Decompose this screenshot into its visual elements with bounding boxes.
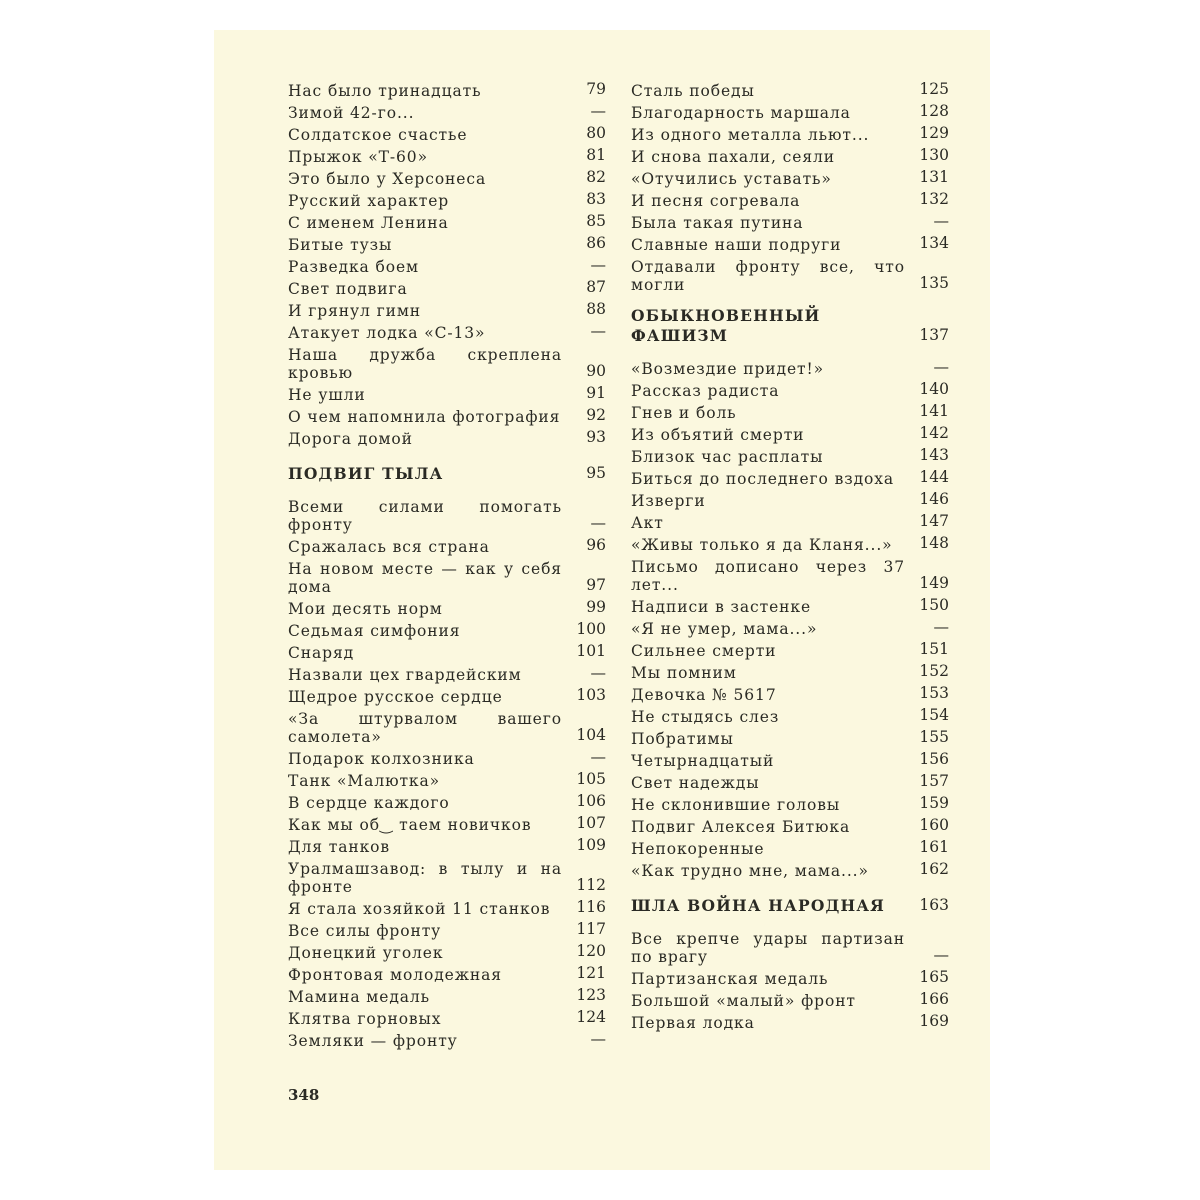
entry-title: «За штурвалом вашего самолета» bbox=[288, 710, 562, 746]
toc-entry bbox=[288, 918, 606, 940]
entry-title: Клятва горновых bbox=[288, 1010, 442, 1028]
entry-title: Свет подвига bbox=[288, 280, 408, 298]
entry-title: Фронтовая молодежная bbox=[288, 966, 502, 984]
page-ref: — bbox=[590, 102, 606, 120]
page-ref: 124 bbox=[576, 1008, 606, 1026]
page-ref: 95 bbox=[586, 464, 606, 482]
entry-title: Прыжок «Т-60» bbox=[288, 148, 428, 166]
page-ref: 151 bbox=[919, 640, 949, 658]
toc-entry bbox=[288, 790, 606, 812]
toc-entry bbox=[288, 896, 606, 918]
page-ref: 140 bbox=[919, 380, 949, 398]
toc-entry bbox=[631, 770, 949, 792]
toc-entry bbox=[631, 444, 949, 466]
toc-entry bbox=[288, 188, 606, 210]
toc-entry bbox=[631, 78, 949, 100]
toc-entry bbox=[631, 232, 949, 254]
page-ref: 90 bbox=[586, 362, 606, 380]
toc-entry bbox=[631, 122, 949, 144]
page-ref: 163 bbox=[919, 896, 949, 914]
toc-entry bbox=[288, 984, 606, 1006]
page-ref: — bbox=[933, 946, 949, 964]
toc-entry bbox=[631, 254, 949, 294]
entry-title: Назвали цех гвардейским bbox=[288, 666, 522, 684]
entry-title: На новом месте — как у себя дома bbox=[288, 560, 562, 596]
toc-entry bbox=[288, 342, 606, 382]
page-number: 348 bbox=[288, 1086, 320, 1104]
entry-title: Не ушли bbox=[288, 386, 366, 404]
page-ref: — bbox=[590, 514, 606, 532]
entry-title: Солдатское счастье bbox=[288, 126, 468, 144]
page-ref: 150 bbox=[919, 596, 949, 614]
entry-title: Разведка боем bbox=[288, 258, 420, 276]
toc-entry bbox=[288, 618, 606, 640]
toc-entry bbox=[288, 596, 606, 618]
toc-entry bbox=[288, 962, 606, 984]
entry-title: Зимой 42-го... bbox=[288, 104, 415, 122]
entry-title: Для танков bbox=[288, 838, 391, 856]
toc-entry bbox=[631, 836, 949, 858]
entry-title: Это было у Херсонеса bbox=[288, 170, 487, 188]
toc-entry bbox=[288, 144, 606, 166]
page-ref: 160 bbox=[919, 816, 949, 834]
page-ref: 79 bbox=[586, 80, 606, 98]
toc-entry bbox=[288, 856, 606, 896]
page-ref: — bbox=[933, 212, 949, 230]
entry-title: Из одного металла льют... bbox=[631, 126, 870, 144]
page-ref: 109 bbox=[576, 836, 606, 854]
toc-entry bbox=[631, 144, 949, 166]
toc-entry bbox=[631, 554, 949, 594]
page-ref: 162 bbox=[919, 860, 949, 878]
toc-entry bbox=[631, 638, 949, 660]
entry-title: «Возмездие придет!» bbox=[631, 360, 825, 378]
toc-entry bbox=[288, 534, 606, 556]
entry-title: «Я не умер, мама...» bbox=[631, 620, 818, 638]
entry-title: С именем Ленина bbox=[288, 214, 449, 232]
entry-title: Рассказ радиста bbox=[631, 382, 780, 400]
toc-entry bbox=[288, 276, 606, 298]
toc-entry bbox=[288, 320, 606, 342]
page-ref: — bbox=[590, 1030, 606, 1048]
page-ref: 149 bbox=[919, 574, 949, 592]
book-page bbox=[214, 30, 990, 1170]
toc-entry bbox=[631, 532, 949, 554]
entry-title: Нас было тринадцать bbox=[288, 82, 482, 100]
toc-entry bbox=[631, 466, 949, 488]
entry-title: Атакует лодка «С-13» bbox=[288, 324, 486, 342]
page-ref: 135 bbox=[919, 274, 949, 292]
toc-entry bbox=[288, 1028, 606, 1050]
entry-title: Мои десять норм bbox=[288, 600, 443, 618]
toc-entry bbox=[631, 726, 949, 748]
page-ref: — bbox=[590, 322, 606, 340]
toc-entry bbox=[288, 100, 606, 122]
toc-entry bbox=[288, 706, 606, 746]
toc-entry bbox=[631, 858, 949, 880]
toc-entry bbox=[631, 422, 949, 444]
page-ref: 148 bbox=[919, 534, 949, 552]
toc-entry bbox=[631, 966, 949, 988]
page-ref: 101 bbox=[576, 642, 606, 660]
page-ref: 97 bbox=[586, 576, 606, 594]
page-ref: 125 bbox=[919, 80, 949, 98]
toc-section-heading bbox=[288, 448, 606, 494]
toc-entry bbox=[631, 748, 949, 770]
page-ref: 155 bbox=[919, 728, 949, 746]
page-ref: 134 bbox=[919, 234, 949, 252]
toc-entry bbox=[288, 404, 606, 426]
entry-title: Мы помним bbox=[631, 664, 737, 682]
entry-title: Всеми силами помогать фронту bbox=[288, 498, 562, 534]
page-ref: 130 bbox=[919, 146, 949, 164]
page-ref: 105 bbox=[576, 770, 606, 788]
entry-title: Благодарность маршала bbox=[631, 104, 851, 122]
entry-title: Побратимы bbox=[631, 730, 734, 748]
page-ref: 106 bbox=[576, 792, 606, 810]
entry-title: Сталь победы bbox=[631, 82, 755, 100]
entry-title: Танк «Малютка» bbox=[288, 772, 441, 790]
toc-entry bbox=[631, 188, 949, 210]
page-ref: 128 bbox=[919, 102, 949, 120]
toc-left-column bbox=[288, 78, 606, 1050]
toc-entry bbox=[288, 210, 606, 232]
entry-title: Биться до последнего вздоха bbox=[631, 470, 895, 488]
entry-title: Акт bbox=[631, 514, 664, 532]
entry-title: И грянул гимн bbox=[288, 302, 422, 320]
toc-entry bbox=[288, 556, 606, 596]
page-ref: 165 bbox=[919, 968, 949, 986]
entry-title: Дорога домой bbox=[288, 430, 413, 448]
entry-title: В сердце каждого bbox=[288, 794, 450, 812]
page-ref: 169 bbox=[919, 1012, 949, 1030]
toc-entry bbox=[631, 100, 949, 122]
toc-entry bbox=[288, 232, 606, 254]
entry-title: Сражалась вся страна bbox=[288, 538, 490, 556]
toc-entry bbox=[631, 510, 949, 532]
entry-title: Подвиг Алексея Битюка bbox=[631, 818, 851, 836]
entry-title: Надписи в застенке bbox=[631, 598, 812, 616]
entry-title: Письмо дописано через 37 лет... bbox=[631, 558, 905, 594]
entry-title: Земляки — фронту bbox=[288, 1032, 458, 1050]
page-ref: 93 bbox=[586, 428, 606, 446]
toc-entry bbox=[288, 834, 606, 856]
page-ref: 80 bbox=[586, 124, 606, 142]
toc-entry bbox=[631, 814, 949, 836]
toc-entry bbox=[631, 166, 949, 188]
toc-entry bbox=[288, 662, 606, 684]
page-ref: 117 bbox=[576, 920, 606, 938]
page-ref: 92 bbox=[586, 406, 606, 424]
page-ref: — bbox=[590, 748, 606, 766]
entry-title: Девочка № 5617 bbox=[631, 686, 777, 704]
page-ref: 131 bbox=[919, 168, 949, 186]
page-ref: — bbox=[590, 664, 606, 682]
toc-entry bbox=[288, 1006, 606, 1028]
page-ref: 132 bbox=[919, 190, 949, 208]
toc-right-column bbox=[631, 78, 949, 1032]
entry-title: Первая лодка bbox=[631, 1014, 755, 1032]
toc-entry bbox=[288, 812, 606, 834]
entry-title: Большой «малый» фронт bbox=[631, 992, 856, 1010]
page-ref: 123 bbox=[576, 986, 606, 1004]
page-ref: 85 bbox=[586, 212, 606, 230]
page-ref: 129 bbox=[919, 124, 949, 142]
page-ref: 107 bbox=[576, 814, 606, 832]
toc-entry bbox=[631, 704, 949, 726]
toc-section-heading bbox=[631, 880, 949, 926]
toc-entry bbox=[288, 254, 606, 276]
entry-title: И песня согревала bbox=[631, 192, 801, 210]
page-ref: 161 bbox=[919, 838, 949, 856]
toc-entry bbox=[288, 122, 606, 144]
entry-title: Подарок колхозника bbox=[288, 750, 475, 768]
page-ref: 87 bbox=[586, 278, 606, 296]
page-ref: — bbox=[933, 618, 949, 636]
page-ref: 91 bbox=[586, 384, 606, 402]
toc-entry bbox=[631, 594, 949, 616]
page-ref: 147 bbox=[919, 512, 949, 530]
toc-entry bbox=[631, 1010, 949, 1032]
page-ref: 157 bbox=[919, 772, 949, 790]
entry-title: Донецкий уголек bbox=[288, 944, 444, 962]
entry-title: Седьмая симфония bbox=[288, 622, 461, 640]
toc-entry bbox=[288, 426, 606, 448]
entry-title: Близок час расплаты bbox=[631, 448, 824, 466]
toc-entry bbox=[631, 400, 949, 422]
page-ref: 146 bbox=[919, 490, 949, 508]
entry-title: Наша дружба скреплена кровью bbox=[288, 346, 562, 382]
entry-title: Непокоренные bbox=[631, 840, 765, 858]
page-ref: 116 bbox=[576, 898, 606, 916]
entry-title: Из объятий смерти bbox=[631, 426, 805, 444]
entry-title: Битые тузы bbox=[288, 236, 393, 254]
page-ref: 166 bbox=[919, 990, 949, 1008]
entry-title: Я стала хозяйкой 11 станков bbox=[288, 900, 551, 918]
entry-title: Гнев и боль bbox=[631, 404, 737, 422]
entry-title: О чем напомнила фотография bbox=[288, 408, 561, 426]
toc-entry bbox=[288, 768, 606, 790]
toc-entry bbox=[631, 356, 949, 378]
page-ref: 121 bbox=[576, 964, 606, 982]
entry-title: Не стыдясь слез bbox=[631, 708, 780, 726]
entry-title: Все крепче удары партизан по врагу bbox=[631, 930, 905, 966]
entry-title: «Как трудно мне, мама...» bbox=[631, 862, 869, 880]
entry-title: Сильнее смерти bbox=[631, 642, 777, 660]
toc-entry bbox=[288, 746, 606, 768]
entry-title: «Живы только я да Кланя...» bbox=[631, 536, 893, 554]
entry-title: Все силы фронту bbox=[288, 922, 442, 940]
page-ref: 141 bbox=[919, 402, 949, 420]
page-ref: 153 bbox=[919, 684, 949, 702]
toc-entry bbox=[631, 616, 949, 638]
toc-section-heading bbox=[631, 294, 949, 356]
toc-entry bbox=[288, 78, 606, 100]
toc-entry bbox=[288, 166, 606, 188]
page-ref: 143 bbox=[919, 446, 949, 464]
toc-entry bbox=[288, 640, 606, 662]
toc-entry bbox=[288, 684, 606, 706]
entry-title: Как мы об‿ таем новичков bbox=[288, 816, 532, 834]
toc-entry bbox=[631, 210, 949, 232]
toc-entry bbox=[288, 382, 606, 404]
page-ref: 96 bbox=[586, 536, 606, 554]
entry-title: Русский характер bbox=[288, 192, 450, 210]
toc-entry bbox=[288, 298, 606, 320]
page-ref: 112 bbox=[576, 876, 606, 894]
section-title: ОБЫКНОВЕННЫЙ ФАШИЗМ bbox=[631, 306, 821, 345]
entry-title: Славные наши подруги bbox=[631, 236, 842, 254]
page-ref: 137 bbox=[919, 326, 949, 344]
entry-title: Свет надежды bbox=[631, 774, 760, 792]
page-ref: — bbox=[590, 256, 606, 274]
page-ref: 88 bbox=[586, 300, 606, 318]
section-title: ПОДВИГ ТЫЛА bbox=[288, 464, 444, 483]
page-ref: 159 bbox=[919, 794, 949, 812]
entry-title: Не склонившие головы bbox=[631, 796, 841, 814]
toc-entry bbox=[631, 988, 949, 1010]
entry-title: Отдавали фронту все, что могли bbox=[631, 258, 905, 294]
entry-title: И снова пахали, сеяли bbox=[631, 148, 835, 166]
toc-entry bbox=[631, 660, 949, 682]
page-ref: 142 bbox=[919, 424, 949, 442]
entry-title: Уралмашзавод: в тылу и на фронте bbox=[288, 860, 562, 896]
page-ref: 81 bbox=[586, 146, 606, 164]
page-ref: 103 bbox=[576, 686, 606, 704]
toc-entry bbox=[631, 792, 949, 814]
page-ref: 99 bbox=[586, 598, 606, 616]
page-ref: 144 bbox=[919, 468, 949, 486]
page-ref: 86 bbox=[586, 234, 606, 252]
entry-title: Мамина медаль bbox=[288, 988, 430, 1006]
entry-title: Партизанская медаль bbox=[631, 970, 829, 988]
entry-title: Была такая путина bbox=[631, 214, 804, 232]
entry-title: Щедрое русское сердце bbox=[288, 688, 503, 706]
entry-title: Снаряд bbox=[288, 644, 355, 662]
entry-title: Четырнадцатый bbox=[631, 752, 775, 770]
toc-entry bbox=[631, 488, 949, 510]
entry-title: Изверги bbox=[631, 492, 706, 510]
page-ref: — bbox=[933, 358, 949, 376]
page-ref: 152 bbox=[919, 662, 949, 680]
page-ref: 82 bbox=[586, 168, 606, 186]
toc-entry bbox=[631, 682, 949, 704]
page-ref: 104 bbox=[576, 726, 606, 744]
toc-entry bbox=[288, 940, 606, 962]
section-title: ШЛА ВОЙНА НАРОДНАЯ bbox=[631, 896, 886, 915]
page-ref: 120 bbox=[576, 942, 606, 960]
page-ref: 83 bbox=[586, 190, 606, 208]
toc-entry bbox=[631, 378, 949, 400]
toc-entry bbox=[631, 926, 949, 966]
toc-entry bbox=[288, 494, 606, 534]
entry-title: «Отучились уставать» bbox=[631, 170, 832, 188]
page-ref: 156 bbox=[919, 750, 949, 768]
page-ref: 100 bbox=[576, 620, 606, 638]
page-ref: 154 bbox=[919, 706, 949, 724]
